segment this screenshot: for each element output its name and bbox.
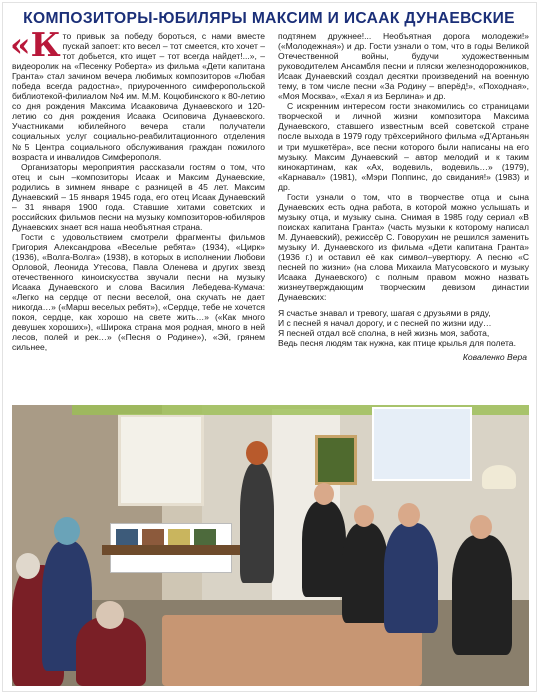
photo-guest: [302, 501, 346, 597]
photo-guest-head: [96, 601, 124, 629]
lead-text: то привык за победу бороться, с нами вместе пускай запоет: кто весел – тот смеется, кто хочет – тот добьется, кто ищет – тот всегда найдет!...», – видеоролик на «Песенку Роберта» из фильма «Дети капитана Гранта» стал зачином вечера любимых композиторов «Любая победа всегда радостна», приуроченного симферопольской библиотекой-филиалом №4 им. М.М. Коцюбинского к 80-летию со дня рождения Максима Исааковича Дунаевского и 120-летию со дня рождения Исаака Осиповича Дунаевского. Участниками юбилейного вечера стали получатели социальных услуг социально-реабилитационного отделения №5 Центра социального обслуживания граждан пожилого возраста и инвалидов Симферополя.: [12, 31, 265, 162]
photo-guest-head: [354, 505, 374, 527]
photo-guest-head: [54, 517, 80, 545]
photo-guest-head: [314, 483, 334, 505]
photo-poster: [372, 407, 472, 481]
photo-table: [102, 545, 262, 555]
song-quote: [278, 308, 529, 348]
photo-guest-head: [470, 515, 492, 539]
quote-line: И с песней я начал дорогу, и с песней по жизни иду…: [278, 318, 492, 329]
right-column: [278, 31, 529, 363]
paragraph: подтянем дружнее!... Необъятная дорога молодежи!» («Молодежная») и др. Гости узнали о том, что в годы Великой Отечественной войны, будучи художественным руководителем Ансамбля песни и пляски железнодорожников, Исаак Дунаевский создал десятки произведений на военную тему, в том числе песни «За Родину – вперёд!», «Походная», «Моя Москва», «Ехал я из Берлина» и др.: [278, 31, 529, 102]
photo-presenter-head: [246, 441, 268, 465]
left-column: [10, 25, 265, 353]
paragraph: Организаторы мероприятия рассказали гостям о том, что отец и сын –композиторы Исаак и Максим Дунаевские, родились в зимнем январе с разницей в 45 лет. Максим Дунаевский – 15 января 1945 года, его отец Исаак Дунаевский – 31 января 1900 года. Ставшие хитами советских и российских фильмов песни на музыку композиторов-юбиляров Дунаевских знает вся наша необъятная страна.: [12, 161, 265, 232]
article-body: [10, 25, 529, 376]
photo-wall-picture: [315, 435, 357, 485]
author-signature: Коваленко Вера: [462, 352, 527, 363]
photo-guest: [342, 523, 388, 623]
quote-line: Ведь песня людям так нужна, как птице крылья для полета.: [278, 338, 516, 349]
lead-paragraph: [10, 25, 265, 162]
paragraph: С искренним интересом гости знакомились со страницами творческой и личной жизни композитора Максима Дунаевского, ставшего известным всей советской стране после выхода в 1979 году трёхсерийного фильма «Д’Артаньян и три мушкетёра», все песни которого были написаны на его музыку. Максим Дунаевский – автор мелодий и к таким кинокартинам, как «Ах, водевиль, водевиль…» (1979), «Карнавал» (1981), «Мэри Поппинс, до свидания!» (1983) и др.: [278, 101, 529, 192]
quote-line: Я песней отдал всё сполна, в ней жизнь моя, забота,: [278, 328, 490, 339]
photo-guest: [452, 535, 512, 655]
quote-line: Я счастье знавал и тревогу, шагая с друзьями в ряду,: [278, 308, 491, 319]
photo-window: [118, 414, 204, 506]
article-headline: КОМПОЗИТОРЫ-ЮБИЛЯРЫ МАКСИМ И ИСААК ДУНАЕВСКИЕ: [23, 10, 515, 27]
event-photo: [12, 405, 529, 686]
drop-cap: «К: [10, 25, 61, 64]
paragraph: Гости узнали о том, что в творчестве отца и сына Дунаевских есть одна работа, в которой можно услышать и музыку отца, и музыку сына. Снимая в 1985 году сериал «В поисках капитана Гранта» (часть музыки к которому написал М. Дунаевский), режиссёр С. Говорухин не решился заменить музыку И. Дунаевского из фильма «Дети капитана Гранта» (1936 г.) и оставил её как символ–увертюру. А песню «С песней по жизни» (на слова Михаила Матусовского и музыку Исаака Дунаевского) с полным правом можно назвать жизнеутверждающим творческим девизом династии Дунаевских:: [278, 191, 529, 303]
photo-rug: [162, 615, 422, 686]
photo-guest: [384, 523, 438, 633]
photo-lamp: [482, 465, 516, 489]
paragraph: Гости с удовольствием смотрели фрагменты фильмов Григория Александрова «Веселые ребята» (1934), «Цирк» (1936), «Волга-Волга» (1938), в которых в исполнении Любови Орловой, Леонида Утесова, Павла Оленева и других звезд отечественного киноискусства звучали песни на музыку Исаака Дунаевского и слова Василия Лебедева-Кумача: «Легко на сердце от песни веселой, она скучать не дает никогда…» («Марш веселых ребят»), «Сердце, тебе не хочется покоя, сердце, как хорошо на свете жить…» («Как много девушек хороших»), «Широка страна моя родная, много в ней лесов, полей и рек…» («Песня о Родине»), «Эй, грянем сильнее,: [12, 231, 265, 353]
photo-presenter: [240, 463, 274, 583]
photo-guest-head: [16, 553, 40, 579]
photo-guest-head: [398, 503, 420, 527]
